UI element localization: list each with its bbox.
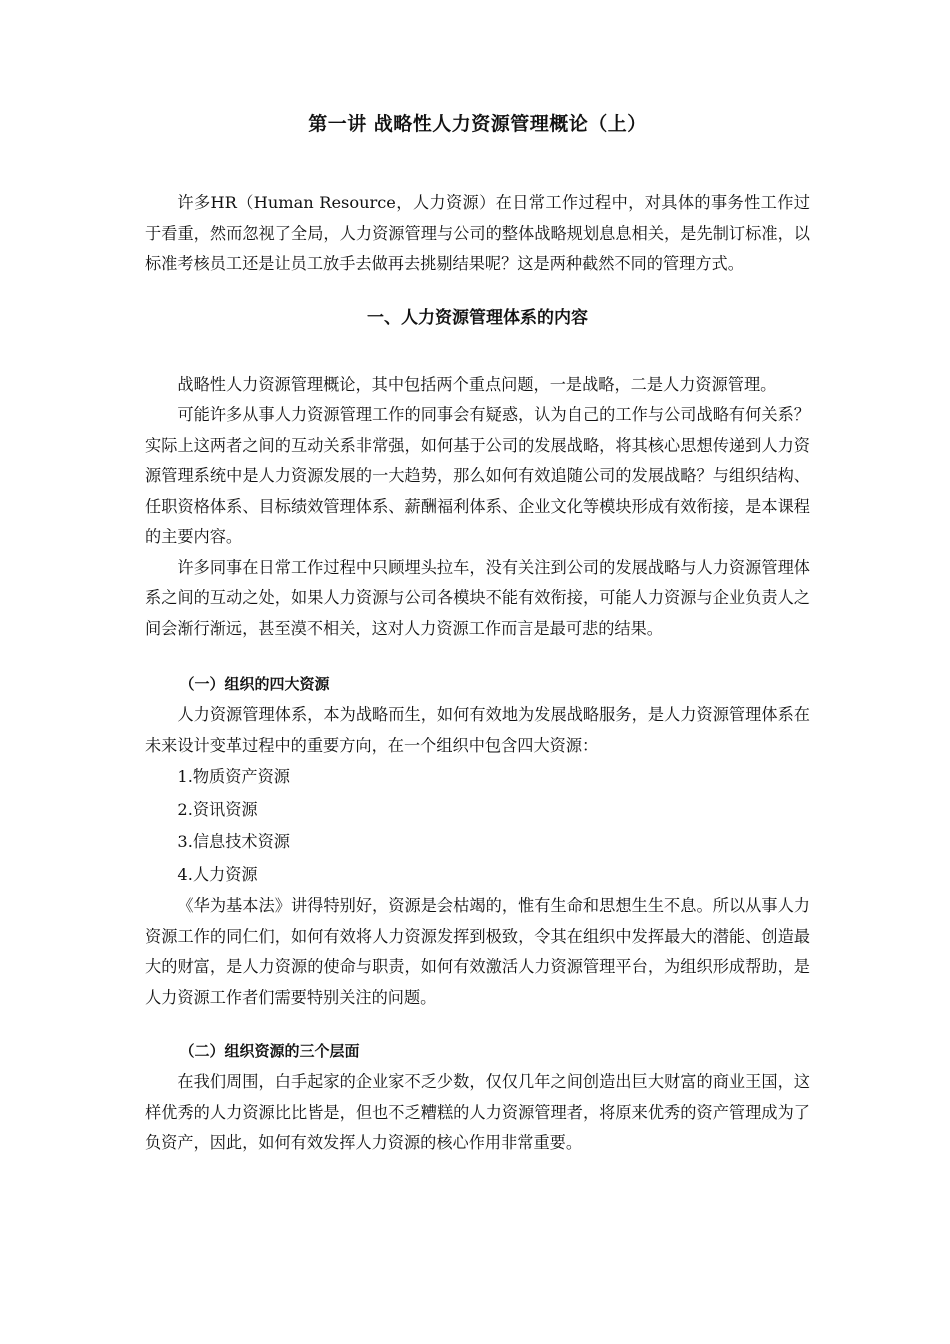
- document-page: [145, 110, 810, 1159]
- subsection-heading-1: （一）组织的四大资源: [179, 675, 330, 693]
- subsection2-paragraph: 在我们周围，白手起家的企业家不乏少数，仅仅几年之间创造出巨大财富的商业王国，这样优秀的人力资源比比皆是，但也不乏糟糕的人力资源管理者，将原来优秀的资产管理成为了负资产，因此，如何有效发挥人力资源的核心作用非常重要。: [145, 1072, 810, 1152]
- section1-paragraph-3: 许多同事在日常工作过程中只顾埋头拉车，没有关注到公司的发展战略与人力资源管理体系之间的互动之处，如果人力资源与公司各模块不能有效衔接，可能人力资源与企业负责人之间会渐行渐远，甚至漠不相关，这对人力资源工作而言是最可悲的结果。: [145, 557, 810, 638]
- section1-paragraph-2: 可能许多从事人力资源管理工作的同事会有疑惑，认为自己的工作与公司战略有何关系？实际上这两者之间的互动关系非常强，如何基于公司的发展战略，将其核心思想传递到人力资源管理系统中是人力资源发展的一大趋势，那么如何有效追随公司的发展战略？与组织结构、任职资格体系、目标绩效管理体系、薪酬福利体系、企业文化等模块形成有效衔接，是本课程的主要内容。: [145, 405, 810, 546]
- list-item-1: 1.物质资产资源: [177, 767, 290, 786]
- subsection-heading-2: （二）组织资源的三个层面: [179, 1042, 360, 1060]
- spacer: [145, 644, 810, 670]
- list-item-3: 3.信息技术资源: [177, 832, 290, 851]
- subsection1-closing: 《华为基本法》讲得特别好，资源是会枯竭的，惟有生命和思想生生不息。所以从事人力资源工作的同仁们，如何有效将人力资源发挥到极致，令其在组织中发挥最大的潜能、创造最大的财富，是人力资源的使命与职责，如何有效激活人力资源管理平台，为组织形成帮助，是人力资源工作者们需要特别关注的问题。: [145, 896, 810, 1007]
- intro-paragraph: 许多HR（Human Resource，人力资源）在日常工作过程中，对具体的事务性工作过于看重，然而忽视了全局，人力资源管理与公司的整体战略规划息息相关，是先制订标准，以标准考核员工还是让员工放手去做再去挑剔结果呢？这是两种截然不同的管理方式。: [145, 193, 810, 273]
- section-heading-1: 一、人力资源管理体系的内容: [367, 307, 588, 328]
- subsection1-lead: 人力资源管理体系，本为战略而生，如何有效地为发展战略服务，是人力资源管理体系在未来设计变革过程中的重要方向，在一个组织中包含四大资源：: [145, 705, 810, 755]
- list-item-4: 4.人力资源: [177, 864, 258, 884]
- section1-paragraph-1: 战略性人力资源管理概论，其中包括两个重点问题，一是战略，二是人力资源管理。: [177, 374, 777, 394]
- list-item-2: 2.资讯资源: [177, 799, 258, 819]
- document-title: 第一讲 战略性人力资源管理概论（上）: [308, 113, 647, 135]
- spacer: [145, 1013, 810, 1037]
